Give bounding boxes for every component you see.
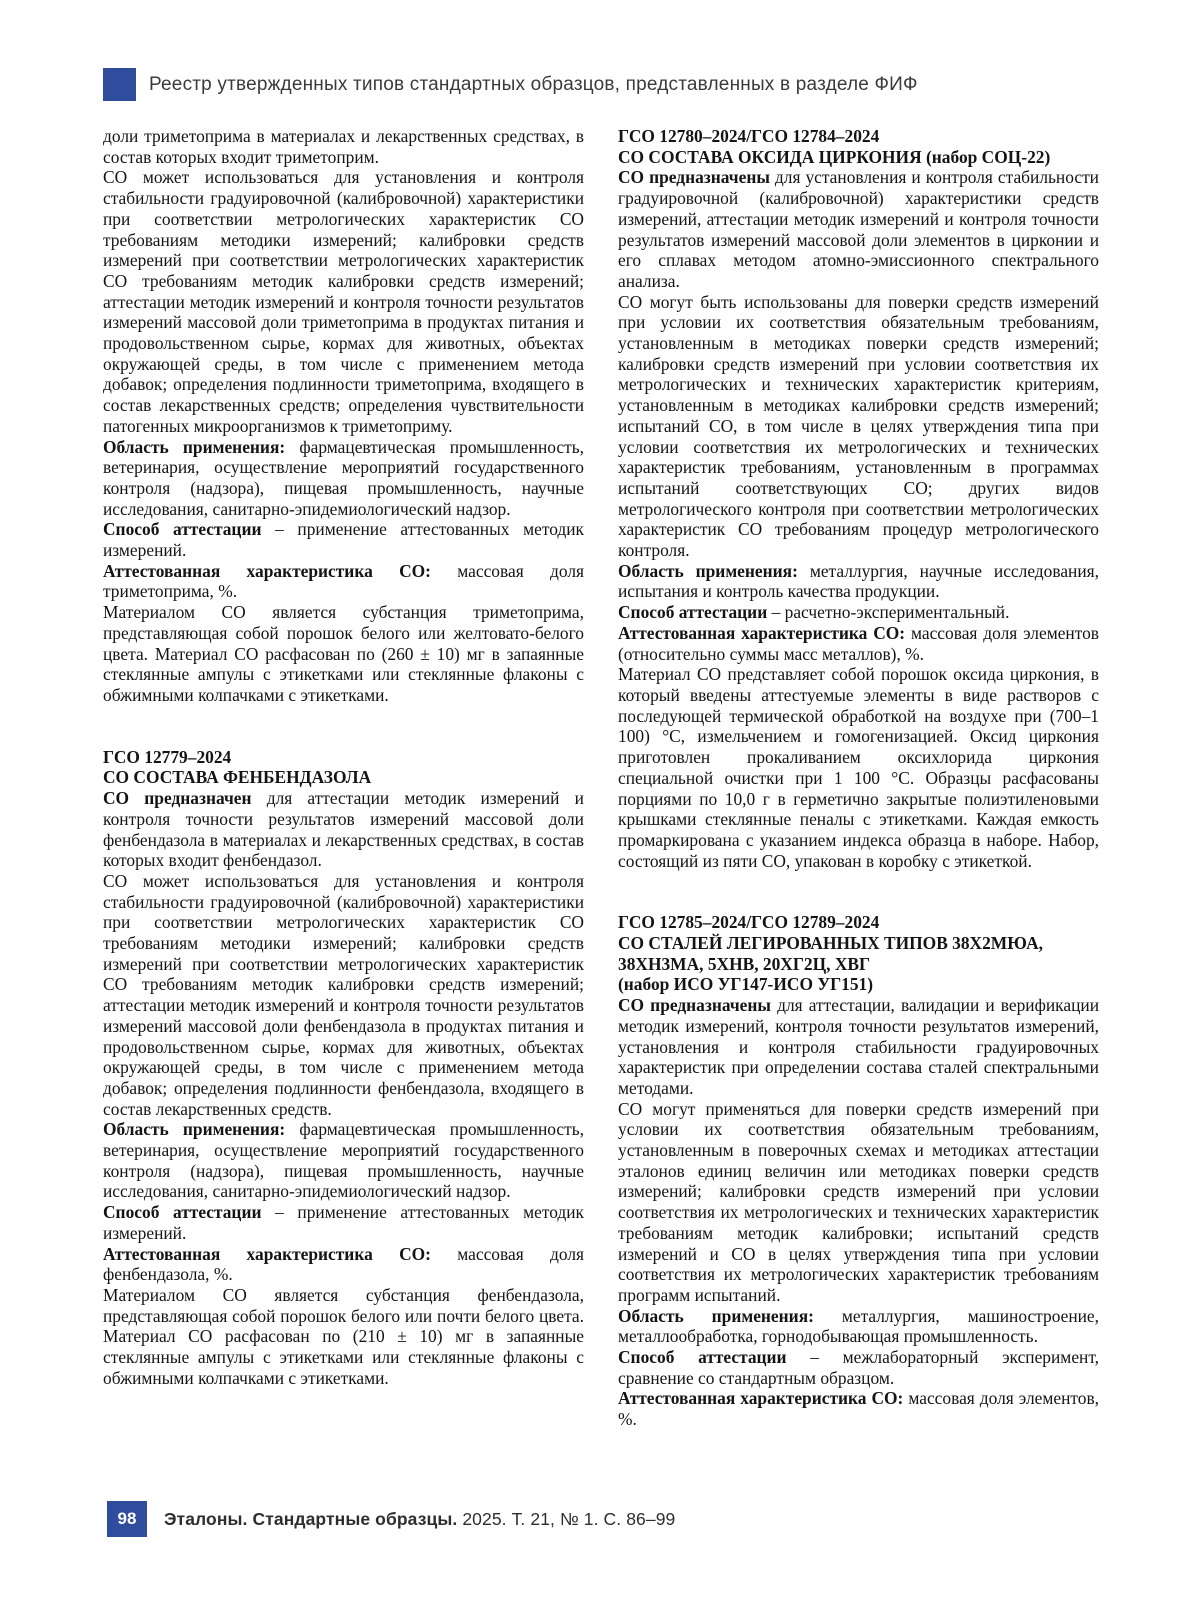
page-number-badge: 98: [107, 1501, 147, 1537]
paragraph-lead-bold: Аттестованная характеристика СО:: [103, 1243, 458, 1264]
paragraph-text: фармацевтическая промышленность, ветеринария, осуществление мероприятий государственного контроля (надзора), пищевая промышленность, научные исследования, санитарно-эпидемиологический надзор.: [103, 436, 584, 519]
paragraph-lead-bold: Область применения:: [103, 436, 300, 457]
two-column-text: [103, 126, 1100, 1430]
paragraph-text: СО может использоваться для установления и контроля стабильности градуировочной (калибровочной) характеристики при соответствии метрологических характеристик СО требованиям методики измерений; калибровки средств измерений при соответствии метрологических характеристик СО требованиям методик калибровки средств измерений; аттестации методик измерений и контроля точности результатов измерений массовой доли триметоприма в продуктах питания и продовольственном сырье, кормах для животных, объектах окружающей среды, в том числе с применением метода добавок; определения подлинности триметоприма, входящего в состав лекарственных средств; определения чувствительности патогенных микроорганизмов к триметоприму.: [103, 167, 584, 436]
paragraph: [618, 167, 1099, 291]
paragraph-text: – применение аттестованных методик измерений.: [103, 1202, 584, 1243]
paragraph: [103, 561, 584, 602]
entry-spacer: [618, 871, 1099, 912]
paragraph: [103, 519, 584, 560]
paragraph-text: Материалом СО является субстанция фенбендазола, представляющая собой порошок белого или почти белого цвета. Материал СО расфасован по (210 ± 10) мг в запаянные стеклянные ампулы с этикетками или стеклянные флаконы с обжимными колпачками с этикетками.: [103, 1284, 584, 1388]
entry-heading-line: ГСО 12779–2024: [103, 746, 232, 767]
entry-heading-line: СО СОСТАВА ФЕНБЕНДАЗОЛА: [103, 767, 372, 788]
page-footer: [107, 1501, 675, 1537]
paragraph: [103, 126, 584, 167]
paragraph-text: металлургия, машиностроение, металлообработка, горнодобывающая промышленность.: [618, 1305, 1099, 1347]
paragraph-text: массовая доля триметоприма, %.: [103, 560, 584, 602]
paragraph: [103, 437, 584, 520]
paragraph-lead-bold: Способ аттестации: [618, 1347, 787, 1368]
paragraph-text: – расчетно-экспериментальный.: [767, 602, 1010, 623]
paragraph: [103, 1119, 584, 1202]
paragraph-lead-bold: СО предназначены: [618, 995, 778, 1016]
entry-heading: [103, 747, 584, 788]
paragraph-lead-bold: Область применения:: [618, 560, 810, 581]
paragraph: [103, 602, 584, 706]
paragraph-lead-bold: Аттестованная характеристика СО:: [103, 560, 458, 581]
paragraph: [103, 1202, 584, 1243]
paragraph: [618, 602, 1099, 623]
paragraph: [103, 788, 584, 871]
paragraph: [618, 1347, 1099, 1388]
paragraph: [618, 623, 1099, 664]
page-header: [103, 68, 918, 101]
journal-reference: [164, 1509, 675, 1530]
paragraph-text: – межлабораторный эксперимент, сравнение со стандартным образцом.: [618, 1347, 1099, 1388]
journal-title: Эталоны. Стандартные образцы.: [164, 1508, 458, 1529]
paragraph: [103, 1244, 584, 1285]
paragraph: [618, 664, 1099, 871]
paragraph-text: Материалом СО является субстанция триметоприма, представляющая собой порошок белого или желтовато-белого цвета. Материал СО расфасован по (260 ± 10) мг в запаянные стеклянные ампулы с этикетками или стеклянные флаконы с обжимными колпачками с этикетками.: [103, 602, 584, 705]
paragraph-text: для установления и контроля стабильности градуировочной (калибровочной) характеристики средств измерений, аттестации методик измерений и контроля точности результатов измерений массовой доли элементов в цирконии и его сплавах методом атомно-эмиссионного спектрального анализа.: [618, 167, 1099, 291]
section-marker-icon: [103, 68, 136, 101]
paragraph-lead-bold: СО предназначен: [103, 788, 267, 809]
entry-heading-line: ГСО 12780–2024/ГСО 12784–2024: [618, 126, 880, 146]
right-column: [618, 126, 1099, 1430]
entry-heading-line: (набор ИСО УГ147-ИСО УГ151): [618, 974, 874, 995]
paragraph-text: СО могут быть использованы для поверки средств измерений при условии их соответствия обязательным требованиям, установленным в методиках поверки средств измерений; калибровки средств измерений при условии соответствия их метрологических и технических характеристик критериям, установленным в методиках калибровки средств измерений; испытаний СО, в том числе в целях утверждения типа при условии соответствия их метрологических и технических характеристик требованиям, установленным в программах испытаний соответствующих СО; других видов метрологического контроля при соответствии метрологических характеристик СО требованиям процедур метрологического контроля.: [618, 291, 1099, 561]
paragraph: [103, 871, 584, 1119]
paragraph-text: – применение аттестованных методик измерений.: [103, 519, 584, 561]
left-column: [103, 126, 584, 1430]
paragraph: [618, 292, 1099, 561]
paragraph-text: СО может использоваться для установления и контроля стабильности градуировочной (калибровочной) характеристики при соответствии метрологических характеристик СО требованиям методики измерений; калибровки средств измерений при соответствии метрологических характеристик СО требованиям методик калибровки средств измерений; аттестации методик измерений и контроля точности результатов измерений массовой доли фенбендазола в продуктах питания и продовольственном сырье, кормах для животных, объектах окружающей среды, в том числе с применением метода добавок; определения подлинности фенбендазола, входящего в состав лекарственных средств.: [103, 870, 584, 1119]
paragraph-lead-bold: Область применения:: [103, 1119, 300, 1140]
paragraph-text: фармацевтическая промышленность, ветеринария, осуществление мероприятий государственного контроля (надзора), пищевая промышленность, научные исследования, санитарно-эпидемиологический надзор.: [103, 1119, 584, 1202]
journal-issue: 2025. Т. 21, № 1. С. 86–99: [462, 1508, 676, 1529]
paragraph-lead-bold: СО предназначены: [618, 167, 775, 188]
paragraph-lead-bold: Аттестованная характеристика СО:: [618, 622, 911, 643]
paragraph-lead-bold: Способ аттестации: [618, 602, 768, 623]
paragraph: [103, 167, 584, 436]
entry-heading-line: ГСО 12785–2024/ГСО 12789–2024: [618, 912, 880, 933]
paragraph-text: массовая доля фенбендазола, %.: [103, 1243, 584, 1285]
paragraph: [618, 1099, 1099, 1306]
paragraph-text: доли триметоприма в материалах и лекарственных средствах, в состав которых входит триметоприм.: [103, 126, 584, 167]
paragraph: [618, 1306, 1099, 1347]
paragraph: [618, 995, 1099, 1099]
entry-heading-line: СО СОСТАВА ОКСИДА ЦИРКОНИЯ (набор СОЦ-22): [618, 146, 1051, 167]
entry-heading-line: СО СТАЛЕЙ ЛЕГИРОВАННЫХ ТИПОВ 38Х2МЮА, 38ХН3МА, 5ХНВ, 20ХГ2Ц, ХВГ: [618, 933, 1044, 974]
paragraph: [618, 561, 1099, 602]
paragraph-text: для аттестации методик измерений и контроля точности результатов измерений массовой доли фенбендазола в материалах и лекарственных средствах, в состав которых входит фенбендазол.: [103, 788, 584, 871]
paragraph-text: для аттестации, валидации и верификации методик измерений, контроля точности результатов измерений, установления и контроля стабильности градуировочных характеристик при определении состава сталей спектральными методами.: [618, 995, 1100, 1098]
paragraph-text: массовая доля элементов (относительно суммы масс металлов), %.: [618, 622, 1099, 664]
entry-heading: [618, 126, 1099, 167]
paragraph: [618, 1388, 1099, 1429]
entry-spacer: [103, 706, 584, 747]
paragraph-lead-bold: Способ аттестации: [103, 519, 262, 540]
paragraph-lead-bold: Способ аттестации: [103, 1202, 262, 1223]
paragraph-lead-bold: Аттестованная характеристика СО:: [618, 1388, 909, 1409]
paragraph: [103, 1285, 584, 1389]
paragraph-text: металлургия, научные исследования, испытания и контроль качества продукции.: [618, 560, 1100, 602]
entry-heading: [618, 912, 1099, 995]
paragraph-lead-bold: Область применения:: [618, 1305, 842, 1326]
paragraph-text: массовая доля элементов, %.: [618, 1388, 1099, 1430]
paragraph-text: Материал СО представляет собой порошок оксида циркония, в который введены аттестуемые элементы в виде растворов с последующей термической обработкой на воздухе при (700–1 100) °С, измельчением и гомогенизацией. Оксид циркония приготовлен прокаливанием оксихлорида циркония специальной очистки при 1 100 °С. Образцы расфасованы порциями по 10,0 г в герметично закрытые полиэтиленовыми крышками стеклянные пеналы с этикетками. Каждая емкость промаркирована с указанием индекса образца в наборе. Набор, состоящий из пяти СО, упакован в коробку с этикеткой.: [618, 664, 1099, 871]
paragraph-text: СО могут применяться для поверки средств измерений при условии их соответствия обязательным требованиям, установленным в поверочных схемах и методиках аттестации эталонов единиц величин или методиках поверки средств измерений; калибровки средств измерений при условии соответствия их метрологических и технических характеристик требованиям методик калибровки; испытаний средств измерений и СО в целях утверждения типа при условии соответствия их метрологических характеристик требованиям программ испытаний.: [618, 1098, 1099, 1305]
running-head-title: Реестр утвержденных типов стандартных образцов, представленных в разделе ФИФ: [149, 73, 918, 95]
